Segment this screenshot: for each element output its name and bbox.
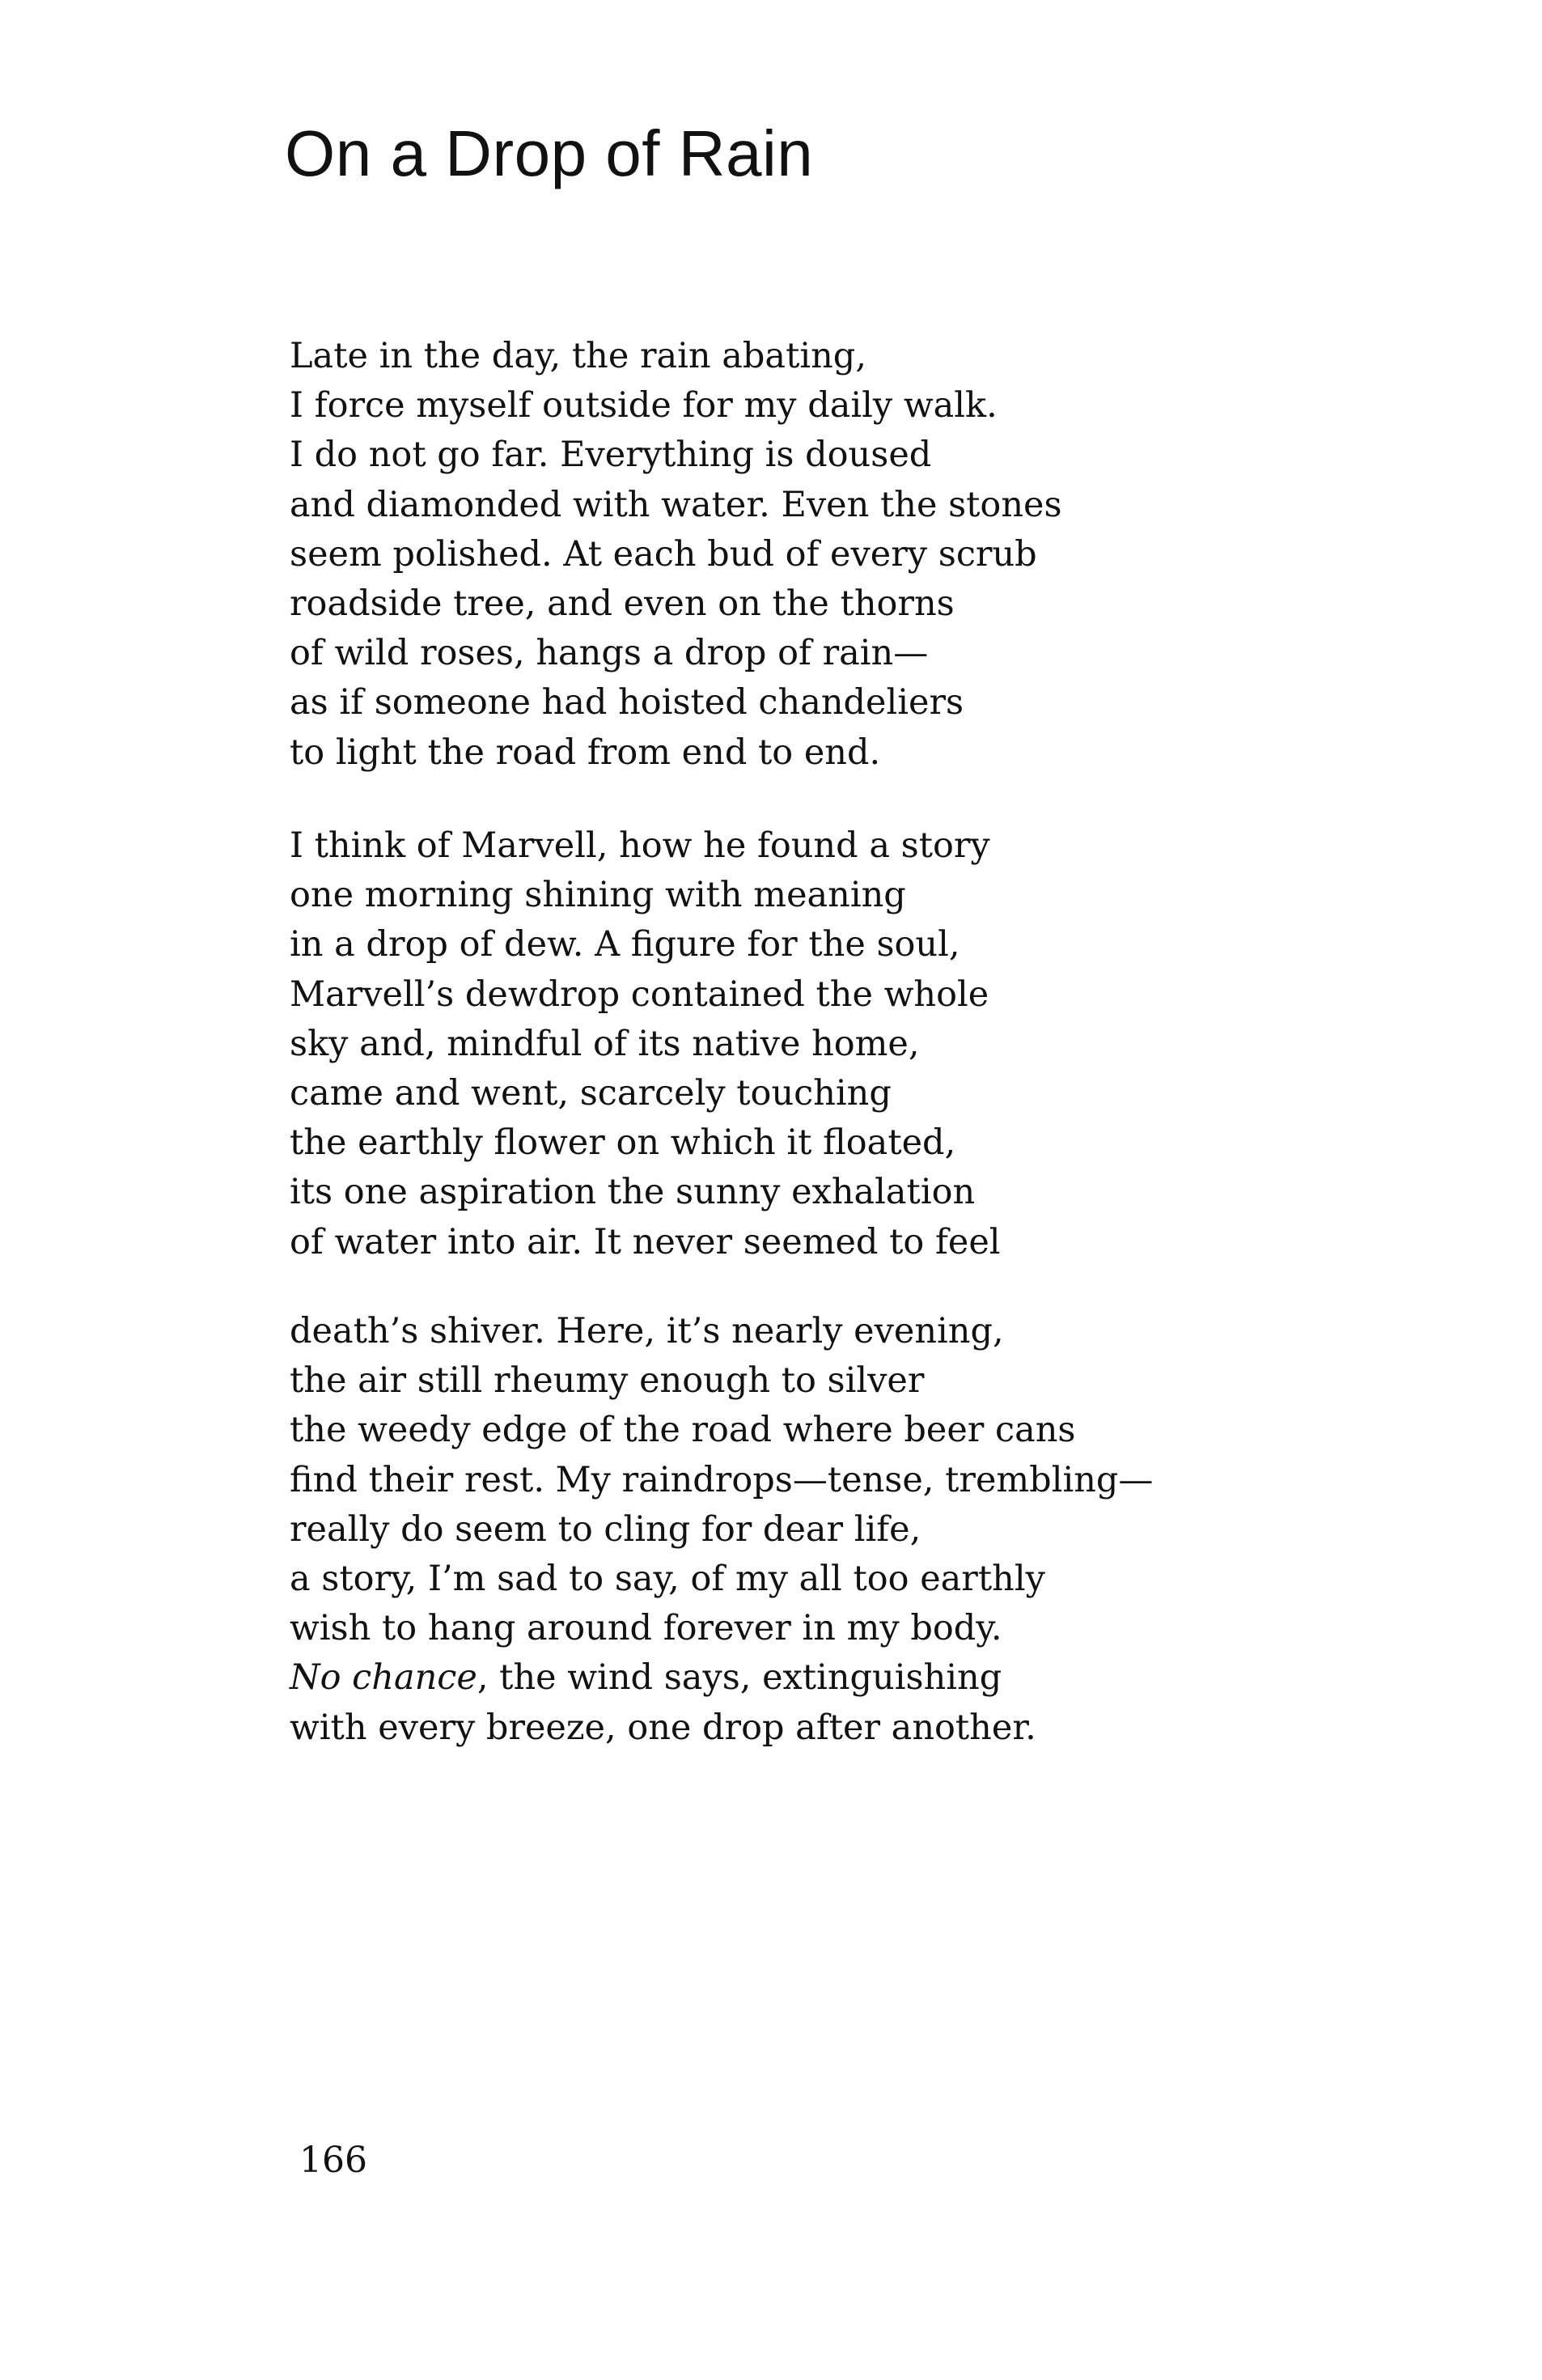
poem-line: in a drop of dew. A figure for the soul, (290, 924, 960, 965)
poem-line: its one aspiration the sunny exhalation (290, 1172, 976, 1213)
poem-line (290, 1653, 1153, 1703)
poem-line: a story, I’m sad to say, of my all too earthly (290, 1558, 1045, 1599)
poem-line: to light the road from end to end. (290, 732, 881, 773)
stanza-1 (290, 332, 1062, 778)
poem-line: as if someone had hoisted chandeliers (290, 682, 964, 723)
poem-line: and diamonded with water. Even the stones (290, 484, 1062, 525)
poem-line: wish to hang around forever in my body. (290, 1608, 1002, 1649)
poem-line: sky and, mindful of its native home, (290, 1023, 920, 1064)
poem-line: the air still rheumy enough to silver (290, 1360, 925, 1402)
poem-line: I do not go far. Everything is doused (290, 435, 932, 476)
poem-line: I force myself outside for my daily walk. (290, 385, 998, 426)
poem-line: death’s shiver. Here, it’s nearly evening, (290, 1311, 1004, 1351)
poem-line-rest: , the wind says, extinguishing (477, 1657, 1002, 1699)
poem-line: roadside tree, and even on the thorns (290, 583, 955, 624)
stanza-2 (290, 821, 1001, 1267)
italic-phrase: No chance (290, 1657, 477, 1699)
poem-line: seem polished. At each bud of every scrub (290, 533, 1037, 575)
poem-line: find their rest. My raindrops—tense, trembling— (290, 1459, 1154, 1500)
poem-line: of water into air. It never seemed to feel (290, 1221, 1001, 1262)
page-number: 166 (299, 2140, 367, 2181)
poem-title: On a Drop of Rain (285, 117, 814, 189)
stanza-3 (290, 1307, 1153, 1753)
poem-line: Marvell’s dewdrop contained the whole (290, 974, 989, 1015)
poem-line: came and went, scarcely touching (290, 1072, 892, 1114)
poem-line: the earthly flower on which it floated, (290, 1122, 956, 1164)
poem-line: one morning shining with meaning (290, 875, 906, 916)
poem-line: I think of Marvell, how he found a story (290, 825, 990, 866)
poem-line: really do seem to cling for dear life, (290, 1508, 921, 1550)
poem-line: the weedy edge of the road where beer cans (290, 1410, 1076, 1451)
poem-line: Late in the day, the rain abating, (290, 336, 866, 376)
poem-line: with every breeze, one drop after another. (290, 1707, 1036, 1748)
poem-line: of wild roses, hangs a drop of rain— (290, 633, 929, 674)
